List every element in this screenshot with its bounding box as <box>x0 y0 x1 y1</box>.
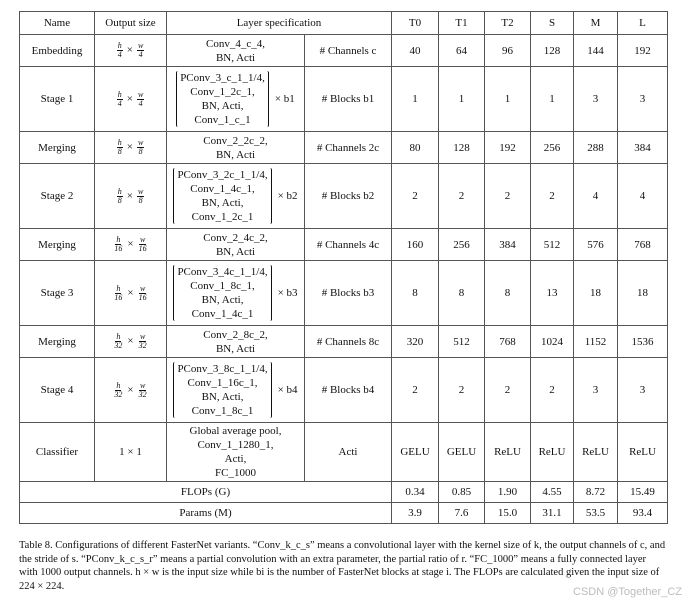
value-cell: 1024 <box>531 326 574 358</box>
value-cell: 2 <box>531 358 574 423</box>
frac-num: w <box>139 235 146 244</box>
value-cell: ReLU <box>574 423 618 482</box>
param-label: # Blocks b2 <box>305 164 392 229</box>
output-size <box>95 261 167 326</box>
table-caption: Table 8. Configurations of different FasterNet variants. “Conv_k_c_s” means a convolutional layer with the kernel size of k, the output channels of c, and the stride of s. “PConv_k_c_s_r” means a partial convolution with an extra parameter, the partial ratio of r. “FC_1000” means a fully connected layer with 1000 output channels. h × w is the input size while bi is the number of FasterNet blocks at stage i. The FLOPs are calculated given the input size of 224 × 224. <box>19 540 666 592</box>
row-name: Merging <box>20 229 95 261</box>
value-cell: 1 <box>439 67 485 132</box>
output-size-h-frac <box>113 285 123 302</box>
value-cell: 2 <box>485 358 531 423</box>
classifier-row <box>20 423 668 482</box>
layer-line: BN, Acti <box>215 342 256 355</box>
times-sign: × <box>126 92 133 105</box>
frac-den: 16 <box>114 292 123 302</box>
header-t0: T0 <box>392 12 439 35</box>
value-cell: 2 <box>439 358 485 423</box>
frac-num: h <box>116 332 121 341</box>
value-cell: 8 <box>392 261 439 326</box>
value-cell: 1536 <box>618 326 668 358</box>
layer-spec <box>167 67 305 132</box>
value-cell: 1 <box>485 67 531 132</box>
layer-line: Conv_1_1280_1, <box>197 439 274 451</box>
output-size-w-frac <box>137 188 144 205</box>
value-cell: 512 <box>531 229 574 261</box>
row-name: Merging <box>20 132 95 164</box>
output-size-h-frac <box>113 236 123 253</box>
value-cell: 160 <box>392 229 439 261</box>
times-sign: × <box>127 383 134 396</box>
stage-row <box>20 164 668 229</box>
table-figure <box>19 11 667 524</box>
layer-line: FC_1000 <box>215 467 256 479</box>
stage-row <box>20 261 668 326</box>
value-cell: 0.34 <box>392 482 439 503</box>
output-size-h-frac <box>117 188 123 205</box>
output-size-h-frac <box>113 382 123 399</box>
frac-den: 32 <box>114 389 123 399</box>
param-label: # Channels 2c <box>305 132 392 164</box>
value-cell: GELU <box>439 423 485 482</box>
output-size-h-frac <box>117 42 123 59</box>
layer-line: BN, Acti <box>215 148 256 161</box>
layer-line: BN, Acti, <box>201 100 244 112</box>
header-row <box>20 12 668 35</box>
value-cell: 2 <box>485 164 531 229</box>
value-cell: 7.6 <box>439 503 485 524</box>
frac-num: h <box>116 283 121 293</box>
layer-line: Conv_4_c_4, <box>206 37 265 50</box>
value-cell: 93.4 <box>618 503 668 524</box>
value-cell: 4 <box>618 164 668 229</box>
times-sign: × <box>127 335 134 348</box>
frac-den: 8 <box>117 195 122 205</box>
row-name: Stage 3 <box>20 261 95 326</box>
value-cell: 128 <box>531 35 574 67</box>
value-cell: 576 <box>574 229 618 261</box>
times-sign: × <box>127 286 134 299</box>
embedding-merging-row <box>20 35 668 67</box>
params-label: Params (M) <box>20 503 392 524</box>
layer-spec <box>167 229 305 261</box>
header-layer-spec: Layer specification <box>167 12 392 35</box>
layer-line: Conv_1_2c_1 <box>191 211 254 223</box>
output-size-h-frac <box>117 139 123 156</box>
value-cell: 64 <box>439 35 485 67</box>
output-size <box>95 229 167 261</box>
value-cell: 3 <box>574 67 618 132</box>
value-cell: ReLU <box>531 423 574 482</box>
frac-num: w <box>137 41 144 50</box>
output-size-w-frac <box>138 382 148 399</box>
param-label: # Blocks b3 <box>305 261 392 326</box>
output-size-w-frac <box>137 139 144 156</box>
output-size <box>95 67 167 132</box>
row-name: Stage 1 <box>20 67 95 132</box>
frac-num: w <box>139 332 146 341</box>
row-name: Stage 4 <box>20 358 95 423</box>
classifier-layers <box>167 423 305 482</box>
layer-line: BN, Acti, <box>201 197 244 209</box>
frac-den: 4 <box>117 50 122 59</box>
stage-row <box>20 67 668 132</box>
param-label: # Channels c <box>305 35 392 67</box>
block-multiplier: × b1 <box>274 93 295 105</box>
layer-line: PConv_3_c_1_1/4, <box>180 72 265 84</box>
header-s: S <box>531 12 574 35</box>
value-cell: 1.90 <box>485 482 531 503</box>
frac-num: w <box>139 283 146 293</box>
value-cell: 0.85 <box>439 482 485 503</box>
value-cell: 4 <box>574 164 618 229</box>
watermark: CSDN @Together_CZ <box>573 586 682 598</box>
value-cell: 1 <box>531 67 574 132</box>
block-multiplier: × b2 <box>277 190 298 202</box>
value-cell: 2 <box>392 358 439 423</box>
frac-num: h <box>117 186 122 196</box>
layer-line: Conv_1_4c_1 <box>191 308 254 320</box>
value-cell: 512 <box>439 326 485 358</box>
header-name: Name <box>20 12 95 35</box>
frac-den: 16 <box>138 244 147 253</box>
block-bracket <box>173 168 271 224</box>
output-size-w-frac <box>137 91 144 108</box>
layer-line: Acti, <box>224 453 247 465</box>
value-cell: 53.5 <box>574 503 618 524</box>
layer-spec <box>167 35 305 67</box>
value-cell: 128 <box>439 132 485 164</box>
row-name: Stage 2 <box>20 164 95 229</box>
value-cell: 96 <box>485 35 531 67</box>
layer-line: PConv_3_4c_1_1/4, <box>177 266 268 278</box>
output-size <box>95 358 167 423</box>
value-cell: 13 <box>531 261 574 326</box>
times-sign: × <box>126 44 133 57</box>
frac-num: h <box>116 380 121 390</box>
value-cell: GELU <box>392 423 439 482</box>
frac-den: 16 <box>114 244 123 253</box>
layer-line: Conv_2_8c_2, <box>203 328 268 341</box>
frac-den: 16 <box>138 292 147 302</box>
times-sign: × <box>127 238 134 251</box>
times-sign: × <box>126 141 133 154</box>
layer-line: Conv_1_2c_1, <box>190 86 255 98</box>
layer-line: Conv_2_2c_2, <box>203 134 268 147</box>
frac-num: w <box>137 89 144 99</box>
header-t1: T1 <box>439 12 485 35</box>
header-output-size: Output size <box>95 12 167 35</box>
layer-line: Conv_1_c_1 <box>194 114 251 126</box>
value-cell: 768 <box>485 326 531 358</box>
frac-den: 32 <box>138 389 147 399</box>
flops-label: FLOPs (G) <box>20 482 392 503</box>
output-size-h-frac <box>113 333 123 350</box>
output-size <box>95 132 167 164</box>
value-cell: 4.55 <box>531 482 574 503</box>
frac-den: 8 <box>117 147 122 156</box>
value-cell: 2 <box>531 164 574 229</box>
value-cell: ReLU <box>618 423 668 482</box>
row-name: Merging <box>20 326 95 358</box>
value-cell: 192 <box>618 35 668 67</box>
flops-row <box>20 482 668 503</box>
layer-spec <box>167 132 305 164</box>
header-m: M <box>574 12 618 35</box>
value-cell: 80 <box>392 132 439 164</box>
frac-den: 8 <box>138 147 143 156</box>
layer-spec <box>167 164 305 229</box>
value-cell: 8 <box>439 261 485 326</box>
value-cell: 320 <box>392 326 439 358</box>
value-cell: 2 <box>439 164 485 229</box>
header-l: L <box>618 12 668 35</box>
value-cell: 15.0 <box>485 503 531 524</box>
output-size-w-frac <box>138 236 148 253</box>
value-cell: 384 <box>618 132 668 164</box>
value-cell: 2 <box>392 164 439 229</box>
value-cell: 768 <box>618 229 668 261</box>
frac-den: 4 <box>117 98 122 108</box>
value-cell: 18 <box>618 261 668 326</box>
value-cell: 256 <box>531 132 574 164</box>
value-cell: 8 <box>485 261 531 326</box>
value-cell: 3 <box>618 358 668 423</box>
embedding-merging-row <box>20 326 668 358</box>
block-multiplier: × b4 <box>277 384 298 396</box>
param-label: # Blocks b1 <box>305 67 392 132</box>
frac-num: w <box>137 138 144 147</box>
output-size <box>95 326 167 358</box>
classifier-name: Classifier <box>20 423 95 482</box>
classifier-output: 1 × 1 <box>95 423 167 482</box>
param-label: # Channels 8c <box>305 326 392 358</box>
block-bracket <box>173 265 271 321</box>
frac-den: 4 <box>138 50 143 59</box>
frac-den: 32 <box>114 341 123 350</box>
output-size-w-frac <box>138 285 148 302</box>
layer-spec <box>167 261 305 326</box>
row-name: Embedding <box>20 35 95 67</box>
value-cell: 3.9 <box>392 503 439 524</box>
embedding-merging-row <box>20 132 668 164</box>
header-t2: T2 <box>485 12 531 35</box>
value-cell: 288 <box>574 132 618 164</box>
layer-line: PConv_3_2c_1_1/4, <box>177 169 268 181</box>
stage-row <box>20 358 668 423</box>
layer-line: PConv_3_8c_1_1/4, <box>177 363 268 375</box>
layer-line: Conv_1_8c_1, <box>190 280 255 292</box>
value-cell: 3 <box>574 358 618 423</box>
times-sign: × <box>126 189 133 202</box>
value-cell: 1 <box>392 67 439 132</box>
value-cell: 192 <box>485 132 531 164</box>
output-size-w-frac <box>137 42 144 59</box>
frac-num: h <box>117 89 122 99</box>
layer-line: BN, Acti, <box>201 294 244 306</box>
classifier-param: Acti <box>305 423 392 482</box>
layer-line: BN, Acti <box>215 245 256 258</box>
param-label: # Blocks b4 <box>305 358 392 423</box>
frac-num: h <box>117 41 122 50</box>
frac-num: h <box>117 138 122 147</box>
value-cell: 256 <box>439 229 485 261</box>
layer-line: Global average pool, <box>189 425 282 437</box>
output-size <box>95 35 167 67</box>
output-size-h-frac <box>117 91 123 108</box>
param-label: # Channels 4c <box>305 229 392 261</box>
layer-line: BN, Acti, <box>201 391 244 403</box>
output-size <box>95 164 167 229</box>
frac-den: 8 <box>138 195 143 205</box>
value-cell: 18 <box>574 261 618 326</box>
frac-num: h <box>116 235 121 244</box>
block-bracket <box>173 362 271 418</box>
layer-line: BN, Acti <box>215 51 256 64</box>
value-cell: 15.49 <box>618 482 668 503</box>
value-cell: ReLU <box>485 423 531 482</box>
layer-spec <box>167 326 305 358</box>
value-cell: 8.72 <box>574 482 618 503</box>
layer-line: Conv_2_4c_2, <box>203 231 268 244</box>
frac-den: 4 <box>138 98 143 108</box>
value-cell: 31.1 <box>531 503 574 524</box>
value-cell: 384 <box>485 229 531 261</box>
layer-line: Conv_1_4c_1, <box>190 183 255 195</box>
frac-num: w <box>139 380 146 390</box>
value-cell: 1152 <box>574 326 618 358</box>
output-size-w-frac <box>138 333 148 350</box>
config-table <box>19 11 668 524</box>
block-multiplier: × b3 <box>277 287 298 299</box>
value-cell: 3 <box>618 67 668 132</box>
layer-line: Conv_1_8c_1 <box>191 405 254 417</box>
layer-spec <box>167 358 305 423</box>
params-row <box>20 503 668 524</box>
frac-den: 32 <box>138 341 147 350</box>
layer-line: Conv_1_16c_1, <box>187 377 258 389</box>
value-cell: 144 <box>574 35 618 67</box>
embedding-merging-row <box>20 229 668 261</box>
frac-num: w <box>137 186 144 196</box>
value-cell: 40 <box>392 35 439 67</box>
block-bracket <box>176 71 269 127</box>
